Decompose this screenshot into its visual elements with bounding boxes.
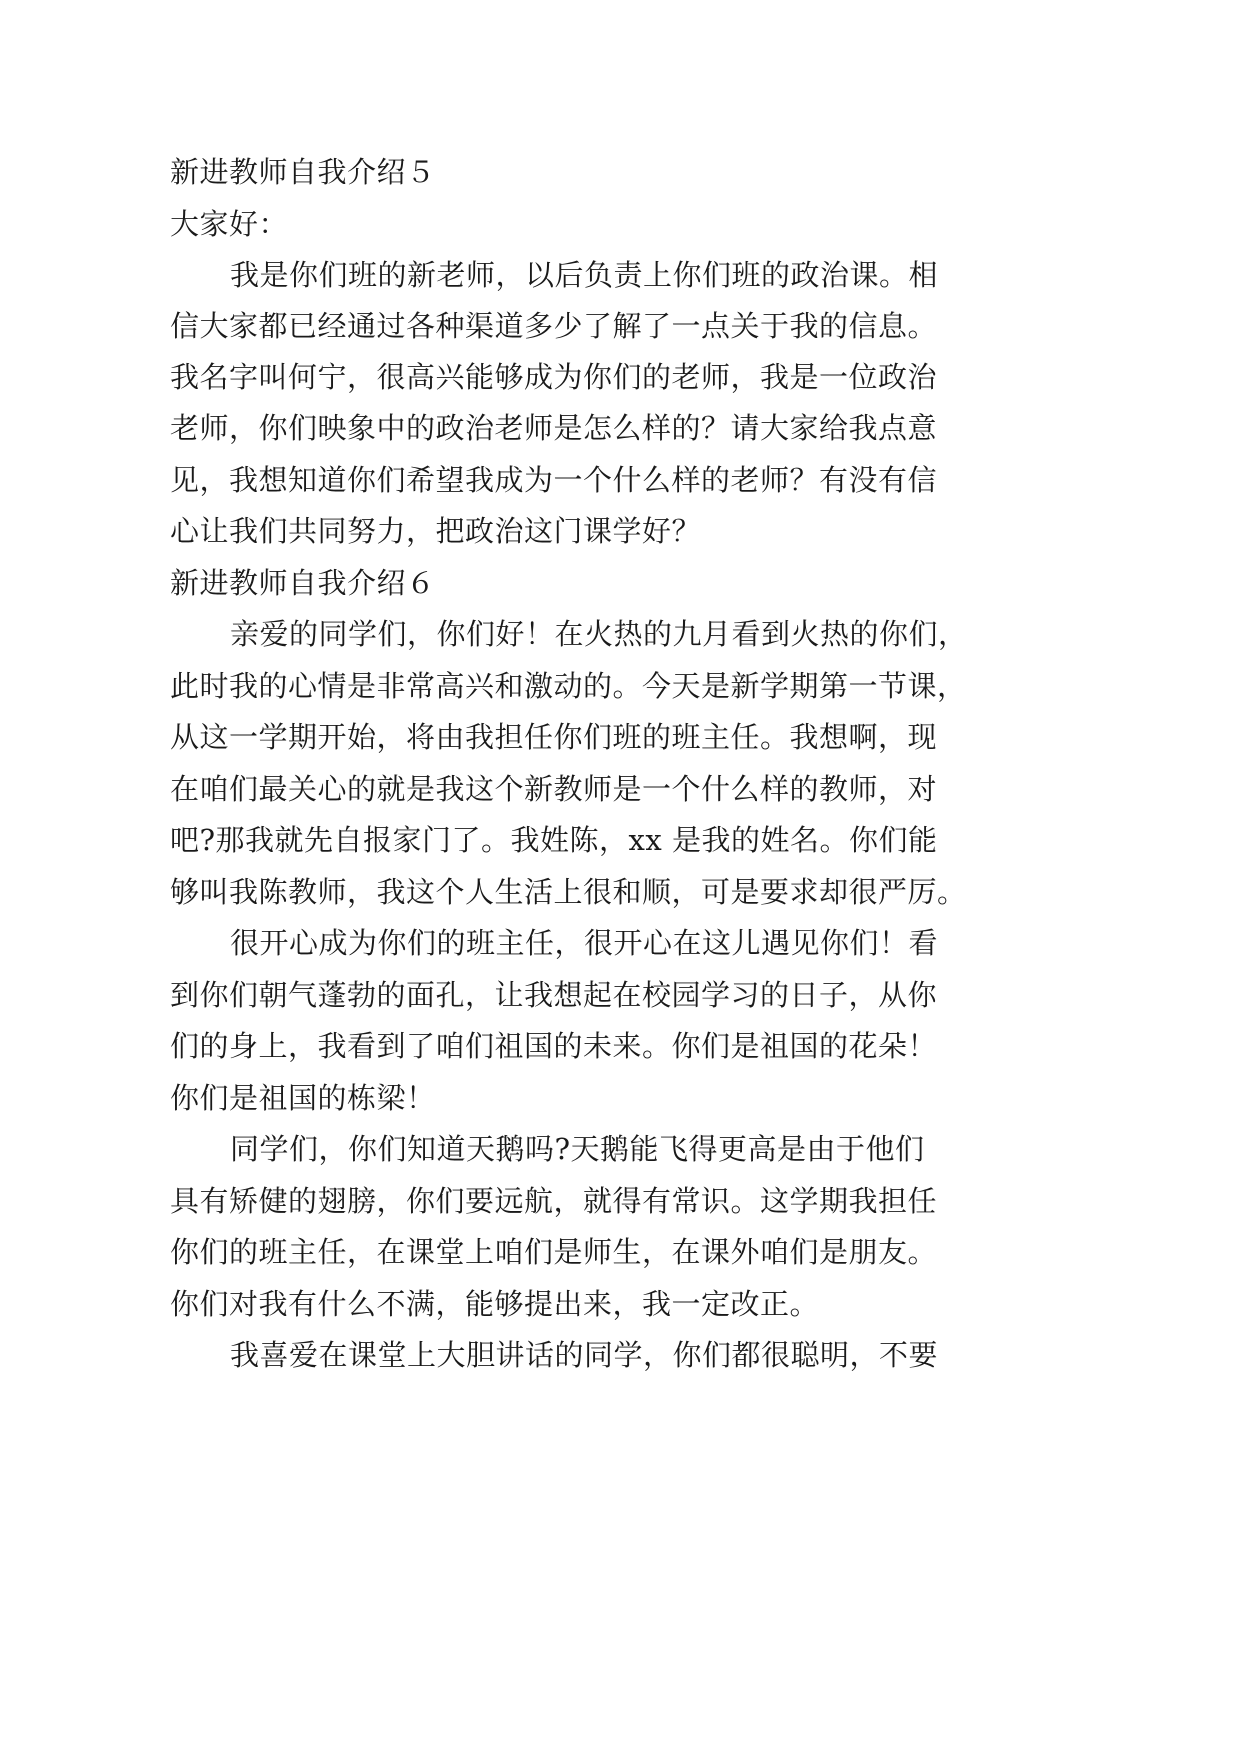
paragraph-line: 老师，你们映象中的政治老师是怎么样的？请大家给我点意	[170, 411, 938, 445]
paragraph-line: 亲爱的同学们，你们好！在火热的九月看到火热的你们，	[230, 617, 968, 651]
paragraph-line: 到你们朝气蓬勃的面孔，让我想起在校园学习的日子，从你	[170, 978, 938, 1012]
paragraph-line: 你们对我有什么不满，能够提出来，我一定改正。	[170, 1287, 820, 1321]
paragraph-line: 信大家都已经通过各种渠道多少了解了一点关于我的信息。	[170, 309, 938, 343]
paragraph-line: 们的身上，我看到了咱们祖国的未来。你们是祖国的花朵！	[170, 1029, 938, 1063]
paragraph-line: 很开心成为你们的班主任，很开心在这儿遇见你们！看	[230, 926, 939, 960]
paragraph-line: 具有矫健的翅膀，你们要远航，就得有常识。这学期我担任	[170, 1184, 938, 1218]
heading-5: 新进教师自我介绍５	[170, 155, 436, 189]
paragraph-line: 同学们，你们知道天鹅吗?天鹅能飞得更高是由于他们	[230, 1132, 925, 1166]
paragraph-line: 我喜爱在课堂上大胆讲话的同学，你们都很聪明，不要	[230, 1338, 939, 1372]
paragraph-line: 心让我们共同努力，把政治这门课学好？	[170, 514, 702, 548]
paragraph-line: 够叫我陈教师，我这个人生活上很和顺，可是要求却很严厉。	[170, 875, 967, 909]
paragraph-line: 我是你们班的新老师，以后负责上你们班的政治课。相	[230, 258, 939, 292]
paragraph-line: 吧?那我就先自报家门了。我姓陈，xx 是我的姓名。你们能	[170, 823, 938, 857]
heading-6: 新进教师自我介绍６	[170, 566, 436, 600]
paragraph-line: 见，我想知道你们希望我成为一个什么样的老师？有没有信	[170, 463, 938, 497]
paragraph-line: 我名字叫何宁，很高兴能够成为你们的老师，我是一位政治	[170, 360, 938, 394]
greeting: 大家好：	[170, 207, 289, 241]
paragraph-line: 从这一学期开始，将由我担任你们班的班主任。我想啊，现	[170, 720, 938, 754]
paragraph-line: 在咱们最关心的就是我这个新教师是一个什么样的教师，对	[170, 772, 938, 806]
paragraph-line: 此时我的心情是非常高兴和激动的。今天是新学期第一节课，	[170, 669, 967, 703]
paragraph-line: 你们是祖国的栋梁！	[170, 1081, 436, 1115]
paragraph-line: 你们的班主任，在课堂上咱们是师生，在课外咱们是朋友。	[170, 1235, 938, 1269]
